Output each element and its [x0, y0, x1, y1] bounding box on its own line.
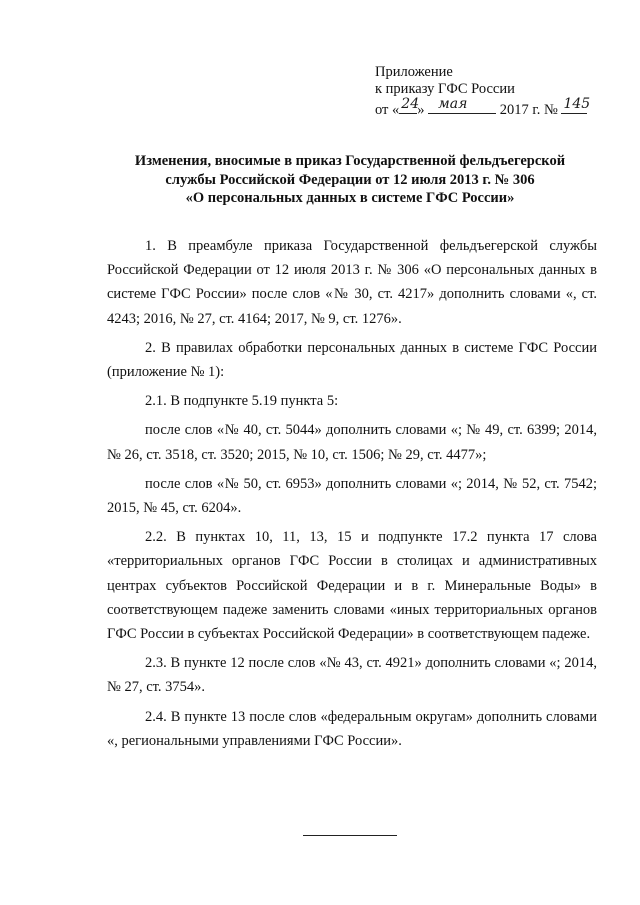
- number-field: [561, 96, 591, 114]
- paragraph-2-2: 2.2. В пунктах 10, 11, 13, 15 и подпункте 17.2 пункта 17 слова «территориальных органов ГФС России в столицах и административных центрах субъектов Российской Федерации и в г. Минеральные Воды» в соответствующем падеже заменить словами «иных территориальных органов ГФС России в субъектах Российской Федерации» в соответствующем падеже.: [107, 529, 597, 643]
- day-handwritten: 24: [401, 96, 420, 112]
- number-handwritten: 145: [563, 96, 591, 112]
- paragraph-2-3: 2.3. В пункте 12 после слов «№ 43, ст. 4921» дополнить словами «; 2014, № 27, ст. 3754».: [107, 655, 597, 696]
- paragraph-2: 2. В правилах обработки персональных данных в системе ГФС России (приложение № 1):: [107, 339, 597, 381]
- title-line-1: Изменения, вносимые в приказ Государственной фельдъегерской: [134, 153, 566, 169]
- paragraph-1: 1. В преамбуле приказа Государственной фельдъегерской службы Российской Федерации от 12 июля 2013 г. № 306 «О персональных данных в системе ГФС России» после слов «№ 30, ст. 4217» дополнить словами «, ст. 4243; 2016, № 27, ст. 4164; 2017, № 9, ст. 1276».: [107, 238, 597, 327]
- title-line-2: службы Российской Федерации от 12 июля 2013 г. № 306: [165, 171, 535, 188]
- document-title: [110, 152, 590, 208]
- year-number-text: 2017 г. №: [499, 102, 558, 118]
- document-body: [107, 234, 597, 758]
- end-divider: [303, 835, 397, 836]
- title-line-3: «О персональных данных в системе ГФС России»: [185, 190, 515, 206]
- paragraph-2-4: 2.4. В пункте 13 после слов «федеральным округам» дополнить словами «, региональными управлениями ГФС России».: [107, 708, 597, 749]
- paragraph-2-1-b: после слов «№ 50, ст. 6953» дополнить словами «; 2014, № 52, ст. 7542; 2015, № 45, ст. 6204».: [107, 475, 597, 517]
- paragraph-2-1-a: после слов «№ 40, ст. 5044» дополнить словами «; № 49, ст. 6399; 2014, № 26, ст. 3518, ст. 3520; 2015, № 10, ст. 1506; № 29, ст. 4477»;: [107, 422, 597, 463]
- day-field: [399, 96, 420, 114]
- paragraph-2-1: 2.1. В подпункте 5.19 пункта 5:: [145, 393, 339, 410]
- appendix-order-ref: к приказу ГФС России: [375, 81, 515, 97]
- appendix-date-line: [375, 96, 591, 119]
- month-handwritten: мая: [438, 96, 468, 112]
- date-prefix: от «: [375, 102, 400, 118]
- appendix-label: Приложение: [375, 64, 453, 80]
- date-mid: »: [417, 102, 425, 118]
- month-field: [428, 98, 496, 114]
- appendix-header: [375, 64, 591, 119]
